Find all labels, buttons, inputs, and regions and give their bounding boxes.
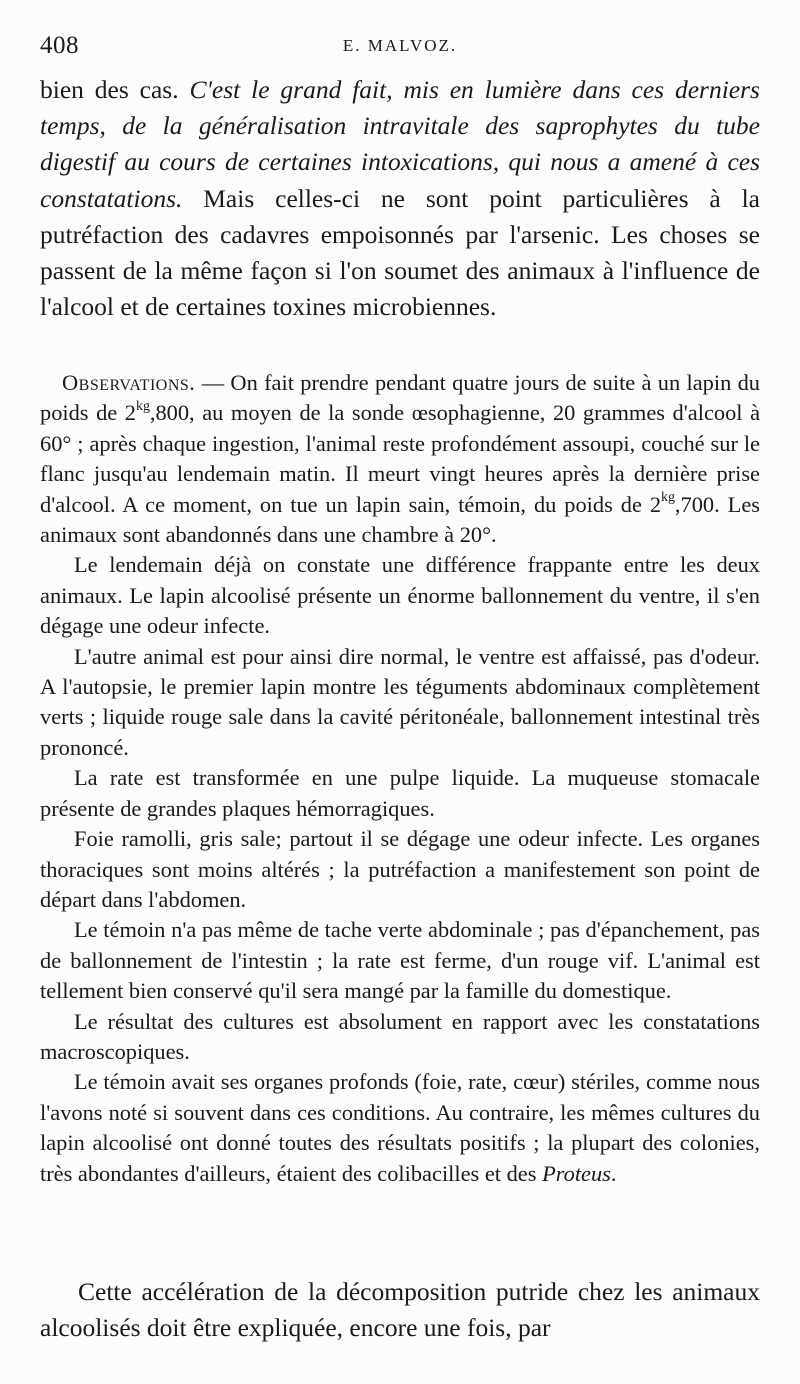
obs-paragraph-2: Le lendemain déjà on constate une différence frappante entre les deux animaux. Le lapin alcoolisé présente un énorme ballonnement du ventre, il s'en dégage une odeur infecte. [40, 552, 760, 639]
page-header [40, 32, 760, 62]
obs-p8-italic: Proteus [542, 1160, 611, 1186]
para-lead: bien des cas. [40, 75, 190, 104]
obs-text-b: ,800, au moyen de la sonde œsophagienne, 20 grammes d'alcool à 60° ; après chaque ingestion, l'animal reste profondément assoupi, couché sur le flanc jusqu'au lendemain matin. Il meurt vingt heures après la dernière prise d'alcool. A ce moment, on tue un lapin sain, témoin, du poids de 2 [40, 400, 761, 517]
main-paragraph [40, 72, 760, 325]
obs-paragraph-3: L'autre animal est pour ainsi dire normal, le ventre est affaissé, pas d'odeur. A l'autopsie, le premier lapin montre les téguments abdominaux complètement verts ; liquide rouge sale dans la cavité péritonéale, ballonnement intestinal très prononcé. [40, 643, 760, 760]
obs-paragraph-8 [40, 1067, 760, 1189]
obs-unit-1: kg [136, 398, 150, 414]
observations-block [40, 368, 760, 1189]
obs-paragraph-6: Le témoin n'a pas même de tache verte abdominale ; pas d'épanchement, pas de ballonnement de l'intestin ; la rate est ferme, d'un rouge vif. L'animal est tellement bien conservé qu'il sera mangé par la famille du domestique. [40, 917, 760, 1004]
obs-text-a: — On fait prendre pendant quatre jours de suite à un lapin du poids de 2 [40, 370, 760, 426]
para-italic-emphasis: C'est le grand fait, mis en lumière dans ces derniers temps, de la généralisation intravitale des saprophytes du tube digestif au cours de certaines intoxications, qui nous a amené à ces constatations. [40, 75, 760, 213]
obs-paragraph-4: La rate est transformée en une pulpe liquide. La muqueuse stomacale présente de grandes plaques hémorragiques. [40, 765, 760, 821]
para-rest: Mais celles-ci ne sont point particulières à la putréfaction des cadavres empoisonnés par l'arsenic. Les choses se passent de la même façon si l'on soumet des animaux à l'influence de l'alcool et de certaines toxines microbiennes. [40, 183, 760, 322]
page-number: 408 [40, 32, 79, 59]
obs-paragraph-7: Le résultat des cultures est absolument en rapport avec les constatations macroscopiques. [40, 1008, 760, 1064]
obs-text-c: ,700. Les animaux sont abandonnés dans une chambre à 20°. [40, 491, 760, 548]
closing-paragraph [40, 1274, 760, 1346]
obs-unit-2: kg [661, 490, 675, 506]
obs-paragraph-5: Foie ramolli, gris sale; partout il se dégage une odeur infecte. Les organes thoraciques sont moins altérés ; la putréfaction a manifestement son point de départ dans l'abdomen. [40, 826, 760, 912]
paragraph-final: Cette accélération de la décomposition putride chez les animaux alcoolisés doit être expliquée, encore une fois, par [40, 1277, 760, 1343]
obs-p8-text-b: . [610, 1160, 617, 1186]
obs-label: Observations. [62, 370, 196, 395]
obs-p8-text-a: Le témoin avait ses organes profonds (foie, rate, cœur) stériles, comme nous l'avons noté si souvent dans ces conditions. Au contraire, les mêmes cultures du lapin alcoolisé ont donné toutes des résultats positifs ; la plupart des colonies, très abondantes d'ailleurs, étaient des colibacilles et des [40, 1069, 760, 1186]
running-head: E. MALVOZ. [342, 36, 458, 55]
obs-paragraph-1 [40, 368, 760, 550]
paragraph-intro [40, 72, 760, 325]
